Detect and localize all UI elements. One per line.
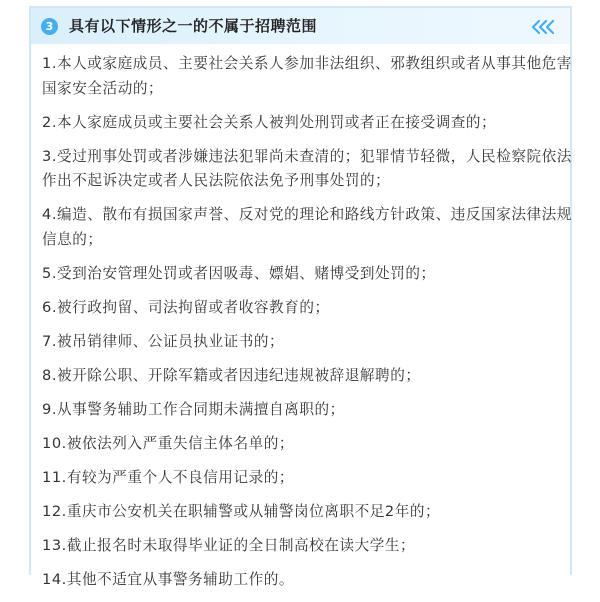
list-item: 12.重庆市公安机关在职辅警或从辅警岗位离职不足2年的； bbox=[42, 502, 441, 520]
list-item: 3.受过刑事处罚或者涉嫌违法犯罪尚未查清的；犯罪情节轻微，人民检察院依法作出不起诉决定或者人民法院依法免予刑事处罚的； bbox=[42, 147, 572, 189]
list-item: 7.被吊销律师、公证员执业证书的； bbox=[42, 332, 285, 350]
number-badge-icon: 3 bbox=[41, 18, 58, 35]
list-item: 6.被行政拘留、司法拘留或者收容教育的； bbox=[42, 298, 330, 316]
double-chevron-left-icon bbox=[531, 19, 557, 35]
list-item: 14.其他不适宜从事警务辅助工作的。 bbox=[42, 570, 295, 588]
list-item: 10.被依法列入严重失信主体名单的； bbox=[42, 434, 295, 452]
exclusion-list bbox=[42, 52, 572, 602]
list-item: 5.受到治安管理处罚或者因吸毒、嫖娼、赌博受到处罚的； bbox=[42, 264, 436, 282]
list-item: 2.本人家庭成员或主要社会关系人被判处刑罚或者正在接受调查的； bbox=[42, 113, 497, 131]
section-title: 具有以下情形之一的不属于招聘范围 bbox=[69, 17, 318, 35]
list-item: 9.从事警务辅助工作合同期未满擅自离职的； bbox=[42, 400, 345, 418]
list-item: 1.本人或家庭成员、主要社会关系人参加非法组织、邪教组织或者从事其他危害国家安全活动的； bbox=[42, 55, 572, 97]
section-header bbox=[31, 8, 570, 44]
list-item: 4.编造、散布有损国家声誉、反对党的理论和路线方针政策、违反国家法律法规信息的； bbox=[42, 206, 572, 248]
list-item: 8.被开除公职、开除军籍或者因违纪违规被辞退解聘的； bbox=[42, 366, 421, 384]
section-card bbox=[29, 6, 572, 588]
list-item: 13.截止报名时未取得毕业证的全日制高校在读大学生； bbox=[42, 536, 416, 554]
list-item: 11.有较为严重个人不良信用记录的； bbox=[42, 468, 295, 486]
